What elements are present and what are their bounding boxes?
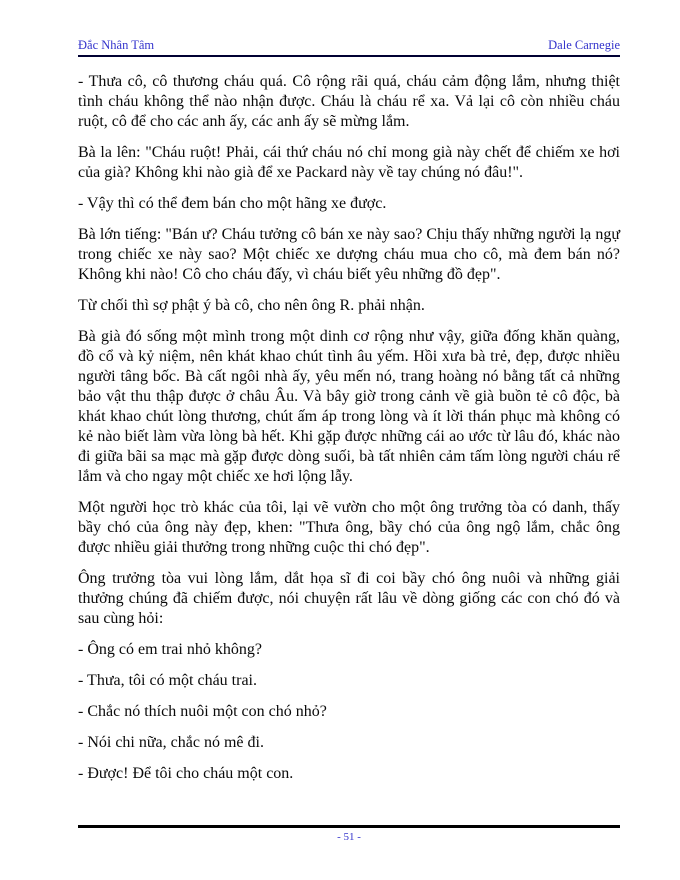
- paragraph: - Thưa cô, cô thương cháu quá. Cô rộng rãi quá, cháu cảm động lắm, nhưng thiệt tình cháu không thể nào nhận được. Cháu là cháu rể xa. Vả lại cô còn nhiều cháu ruột, cô để cho các anh ấy, các anh ấy sẽ mừng lắm.: [78, 73, 620, 130]
- paragraph: Bà già đó sống một mình trong một dinh cơ rộng như vậy, giữa đống khăn quàng, đồ cổ và kỷ niệm, nên khát khao chút tình âu yếm. Hồi xưa bà trẻ, đẹp, được nhiều người tâng bốc. Bà cất ngôi nhà ấy, yêu mến nó, trang hoàng nó bằng tất cả những bảo vật thu thập được ở châu Âu. Và bây giờ trong cảnh về già buồn tẻ cô độc, bà khát khao chút lòng thương, chút ấm áp trong lòng và ít lời thán phục mà không có kẻ nào biết làm vừa lòng bà hết. Khi gặp được những cái ao ước từ lâu đó, khác nào đi giữa bãi sa mạc mà gặp được dòng suối, bà tất nhiên cảm tấm lòng người cháu rể lắm và cho ngay một chiếc xe hơi lộng lẫy.: [78, 328, 620, 485]
- paragraph: - Ông có em trai nhỏ không?: [78, 641, 262, 658]
- header-author: Dale Carnegie: [548, 38, 620, 52]
- paragraph: - Được! Để tôi cho cháu một con.: [78, 765, 294, 782]
- footer-rule: [78, 825, 620, 828]
- header-rule: [78, 55, 620, 57]
- paragraph: - Vậy thì có thể đem bán cho một hãng xe được.: [78, 195, 387, 212]
- page-number: - 51 -: [337, 831, 361, 843]
- header-book-title: Đắc Nhân Tâm: [78, 38, 155, 52]
- page-body: [78, 72, 620, 795]
- running-header: [78, 38, 620, 53]
- paragraph: Bà lớn tiếng: "Bán ư? Cháu tưởng cô bán xe này sao? Chịu thấy những người lạ ngự trong chiếc xe này sao? Một chiếc xe dượng cháu mua cho cô, mà đem bán nó? Không khi nào! Cô cho cháu đấy, vì cháu biết yêu những đồ đẹp".: [78, 226, 620, 283]
- paragraph: - Thưa, tôi có một cháu trai.: [78, 672, 257, 689]
- paragraph: Bà la lên: "Cháu ruột! Phải, cái thứ cháu nó chỉ mong già này chết để chiếm xe hơi của già? Không khi nào già để xe Packard này về tay chúng nó đâu!".: [78, 144, 620, 181]
- paragraph: Một người học trò khác của tôi, lại vẽ vườn cho một ông trưởng tòa có danh, thấy bầy chó của ông này đẹp, khen: "Thưa ông, bầy chó của ông ngộ lắm, chắc ông được nhiều giải thưởng trong những cuộc thi chó đẹp".: [78, 499, 620, 556]
- paragraph: Ông trưởng tòa vui lòng lắm, dắt họa sĩ đi coi bầy chó ông nuôi và những giải thưởng chúng đã chiếm được, nói chuyện rất lâu về dòng giống các con chó đó và sau cùng hỏi:: [78, 570, 620, 627]
- paragraph: - Nói chi nữa, chắc nó mê đi.: [78, 734, 264, 751]
- paragraph: - Chắc nó thích nuôi một con chó nhỏ?: [78, 703, 327, 720]
- paragraph: Từ chối thì sợ phật ý bà cô, cho nên ông R. phải nhận.: [78, 297, 425, 314]
